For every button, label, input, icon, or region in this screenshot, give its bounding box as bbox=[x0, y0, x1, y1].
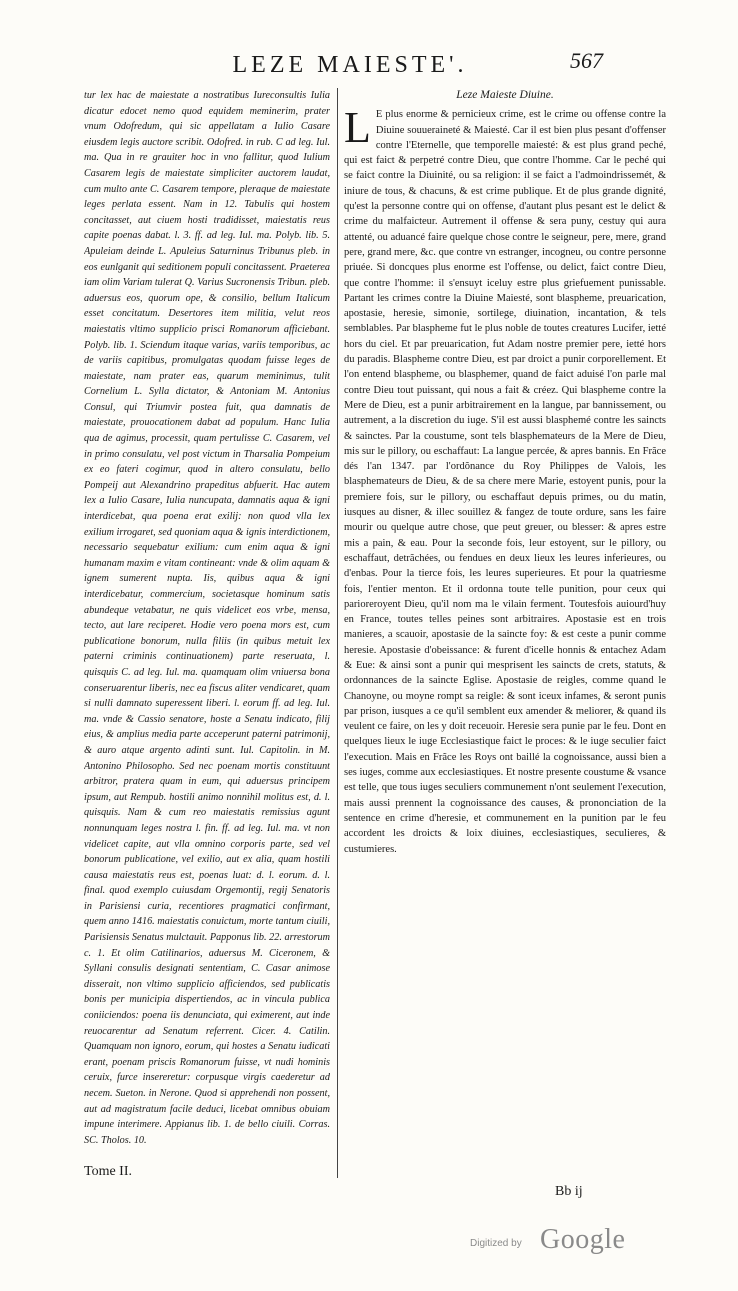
page-number: 567 bbox=[570, 48, 603, 73]
column-divider bbox=[337, 88, 338, 1178]
google-logo: Google bbox=[540, 1224, 626, 1255]
signature-mark: Bb ij bbox=[555, 1184, 583, 1199]
digitized-by-label: Digitized by bbox=[470, 1238, 522, 1249]
running-head: LEZE MAIESTE'. bbox=[232, 52, 468, 78]
right-column-body bbox=[344, 103, 666, 857]
left-column-text: tur lex hac de maiestate a nostratibus Iureconsultis Iulia dicatur edocet nemo quod equidem meminerim, prater vnum Odofredum, qui sic appellatam a Iulio Casare eiusdem legis auctore scribit. Odofred. in rub. C ad leg. Iul. ma. Qua in re grauiter hoc in vno fallitur, quod Iulium Casarem legis de maiestate simpliciter auctorem laudat, cum multo ante C. Casarem tempore, pleraque de maiestate leges perlata essent. Nam in 12. Tabulis qui hostem concitasset, aut ciuem hosti tradidisset, maiestatis reus capite poenas dabat. l. 3. ff. ad leg. Iul. ma. Polyb. lib. 5. Apuleiam deinde L. Apuleius Saturninus Tribunus pleb. in eos eunlganit qui seditionem populi concitassent. Praeterea iam olim Variam tulerat Q. Varius Sucronensis Tribun. pleb. aduersus eos, quorum ope, & consilio, bellum Italicum esset concitatum. Desertores item militia, velut reos maiestatis vltimo supplicio prisci Romanorum afficiebant. Polyb. lib. 1. Sciendum itaque varias, variis temporibus, ac de variis capitibus, promulgatas quodam fuisse leges de maiestate, nam prater eas, quarum meminimus, tulit Cornelium L. Sylla dictator, & Antoniam M. Antonius Consul, qui Triumvir postea fuit, qua damnatis de maiestate, prouocationem dabat ad populum. Hanc Iulia qua de agimus, processit, quam pertulisse C. Casarem, vel in primo consulatu, vel post victum in Tharsalia Pompeium ex eo fateri cogimur, quod in altero consulatu, bello Pompeij aut Alexandrino prapeditus abfuerit. Hac autem lex a Iulio Casare, Iulia nuncupata, damnatis aqua & igni interdicebat, qua poena erat exilij: non quod vlla lex exilium irrogaret, sed quoniam aqua & ignis interdictionem, necessario sequebatur exilium: cum enim aqua & igni humanam maxim e vitam contineant: vnde & olim aquam & ignem sumerent nupta. Iis, quibus aqua & igni interdicebatur, commercium, societasque hominum satis abundeque vetabatur, ne quis videlicet eos vrbe, mensa, tecto, aut lare reciperet. Hodie vero poena mors est, cum publicatione bonorum, nulla filiis (in quibus metuit lex paterni criminis continuationem) parte reseruata, l. quisquis C. ad leg. Iul. ma. quamquam olim vniuersa bona conseruarentur liberis, nec ea fiscus aliter vendicaret, quam si nulli damnato superessent liberi. l. eorum ff. ad leg. Iul. ma. vnde & Cassio senatore, hoste a Senatu indicato, filij eius, & amplius media parte acceperunt paterni patrimonij, & auro atque argento adinti sunt. Iul. Capitolin. in M. Antonino Philosopho. Sed nec poenam mortis constituunt arbitror, pratera quam in eum, qui aduersus principem ipsum, aut Rempub. hostili animo nonnihil molitus est, d. l. quisquis. Nam & cum reo maiestatis remissius agunt nonnunquam leges nostra l. fin. ff. ad leg. Iul. ma. vt non videlicet capite, aut vlla omnino corporis parte, sed vel bonorum publicatione, vel exilio, aut ex alia, quam hostili causa maiestatis reus est, poenas luat: d. l. eorum. d. l. final. quod exemplo cuiusdam Orgemontij, regij Senatoris in Parisiensi curia, recentiores pragmatici confirmant, quem anno 1416. maiestatis conuictum, morte tantum ciuili, Parisiensis Senatus mulctauit. Papponus lib. 22. arrestorum c. 1. Et olim Catilinarios, aduersus M. Ciceronem, & Syllani consulis designati sententiam, C. Casar animose disserait, non vltimo supplicio afficiendos, sed publicatis bonis per municipia dispertiendos, ac in vincula publica coniiciendos: poena iis denunciata, qui eximerent, aut inde reuocarentur ad Senatum referrent. Cicer. 4. Catilin. Quamquam non ignoro, eorum, qui hostes a Senatu iudicati erant, poenam priscis Romanorum fuisse, vt nudi hominis ceruix, furce insereretur: corpusque virgis caederetur ad necem. Sueton. in Nerone. Quod si apprehendi non possent, aut ad magistratum facile deduci, licebat omnibus obuiam impune interimere. Appianus lib. 1. de bello ciuili. Corras. SC. Tholos. 10. bbox=[84, 90, 330, 1146]
right-column-text: E plus enorme & pernicieux crime, est le crime ou offense contre la Diuine souueraineté & Maiesté. Car il est bien plus pesant d'offenser contre l'Eternelle, que temporelle maiesté: & est plus grand peché, qui est faict & perpetré contre Dieu, que contre l'homme. Car le peché qui se faict contre la Diuinité, ou sa religion: il se faict a l'admoindrissemét, & iniure de tous, & chacuns, & est crime publique. Et de plus grande dignité, qu'est la personne contre qui on offense, d'autant plus pesant est le delict & crime du malfaicteur. Autrement il offense & sera puny, cestuy qui aura attenté, ou aduancé faire quelque chose contre le seigneur, pere, mere, grand pere, grand mere, &c. que contre vn estranger, incogneu, ou contre personne priuée. Si doncques plus enorme est l'offense, ou delict, faict contre Dieu, que contre l'homme: il s'ensuyt iceluy estre plus griefuement punissable. Partant les crimes contre la Diuine Maiesté, sont blaspheme, preuarication, apostasie, heresie, simonie, sortilege, diuination, incantation, & tels semblables. Par blaspheme fut le plus noble de toutes creatures Lucifer, ietté hors du ciel. Et par preuarication, fut Adam nostre premier pere, ietté hors du paradis. Blaspheme contre Dieu, est par droict a punir corporellement. Et l'on entend blaspheme, ou blasphemer, quand de faict aduisé l'on parle mal contre Dieu tout puissant, qui nous a fait & créez. Qui blaspheme contre la Mere de Dieu, est a punir arbitrairement en la langue, par bannissement, ou autrement, a la discretion du iuge. S'il est aussi blasphemé contre les saincts & sainctes. Par la coustume, sont tels blasphemateurs de la Mere de Dieu, mis sur le pillory, ou eschaffaut: La langue percée, & apres bannis. En Frãce dés l'an 1347. par l'ordõnance du Roy Philippes de Valois, les blasphemateurs de Dieu, & de sa chere mere Marie, estoyent punis, pour la premiere fois, sur le pillory, ou eschaffaut depuis primes, ou du matin, iusques au disner, & illec souillez & fangez de toute ordure, sans les faire mourir ou quelque autre chose, que peut greuer, ou blesser: & apres estre mis a pain, & eau. Pour la seconde fois, leur estoyent, sur le pillory, ou eschaffaut, detrãchées, ou fendues en deux lieux les leures inferieures, ou d'enbas. Pour la tierce fois, les leures superieures. Et pour la quatriesme fois, l'entier menton. Et il ordonna toute telle punition, pour ceux qui parioreroyent Dieu, qu'il nom ma le vilain ferment. Toutesfois auiourd'huy en France, toutes telles peines sont arbitraires. Apostasie est en trois manieres, a scauoir, apostasie de la saincte foy: & est ceste a punir comme heresie. Apostasie d'obeissance: & furent d'icelle honnis & entachez Adam & Eue: & ainsi sont a punir qui mesprisent les saincts de crets, statuts, & ordonnances de la saincte Eglise. Apostasie de reigles, comme quand le Chanoyne, ou moyne rompt sa reigle: & sont iceux infames, & seront punis par prison, iusques a ce qu'il semblent eux amender & meliorer, & quand ils veulent ce faire, on les y doit receuoir. Heresie sera punie par le feu. Dont en quelques lieux le iuge Ecclesiastique faict le proces: & le iuge seculier faict l'execution. Mais en Frãce les Roys ont baillé la cognoissance, aussi bien a ses iuges, comme aux ecclesiastiques. Et nostre presente coustume & vsance est telle, que tous iuges seculiers communement n'ont seulement l'execution, mais aussi prennent la cognoissance des causes, & prononciation de la sentence en crime d'heresie, et communement en la punition par le feu accordent les droicts & loix diuines, ecclesiastiques, seculieres, & custumieres. bbox=[344, 109, 666, 855]
tome-label: Tome II. bbox=[84, 1164, 133, 1179]
left-column bbox=[84, 88, 330, 1168]
right-column bbox=[344, 88, 666, 1168]
section-title: Leze Maieste Diuine. bbox=[456, 89, 554, 101]
drop-cap: L bbox=[344, 103, 371, 153]
